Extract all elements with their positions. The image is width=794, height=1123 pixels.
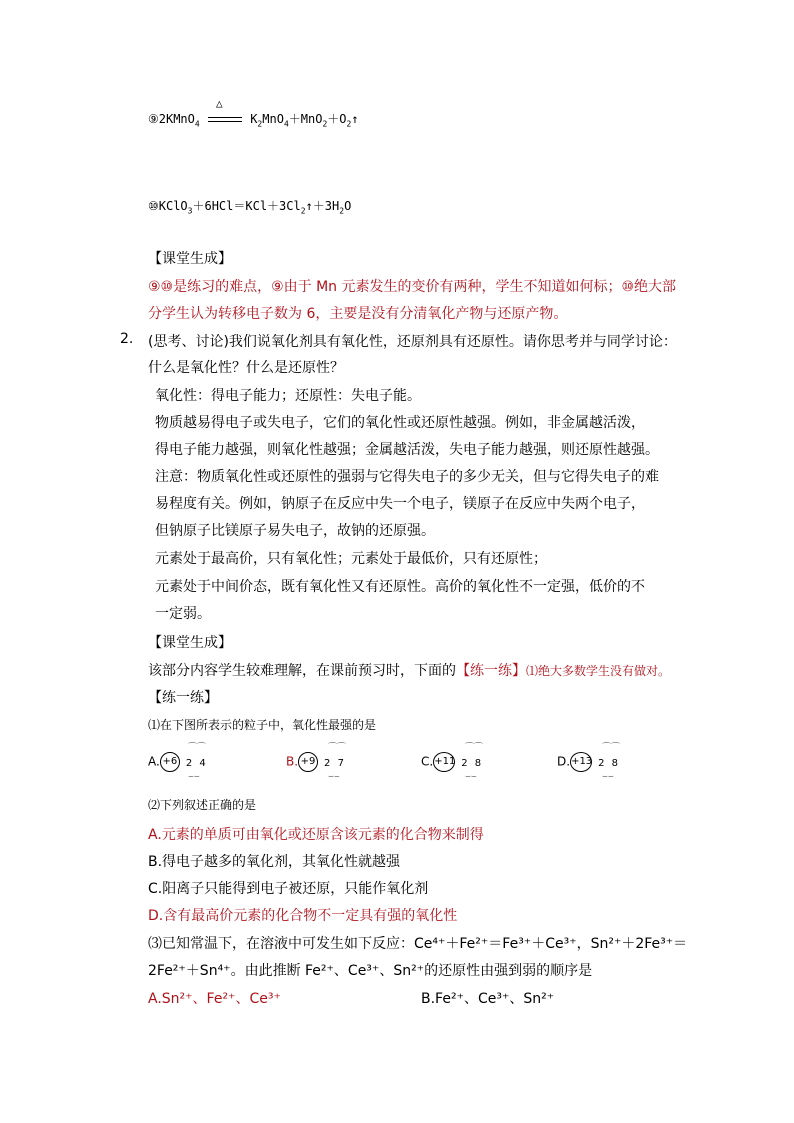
question2-line1: (思考、讨论)我们说氧化剂具有氧化性，还原剂具有还原性。请你思考并与同学讨论： xyxy=(148,334,677,350)
answer-line7: 元素处于最高价，只有氧化性；元素处于最低价，只有还原性； xyxy=(155,551,547,567)
problem2-option-b: B.得电子越多的氧化剂，其氧化性就越强 xyxy=(148,854,401,870)
shell-arcs-c: ⌒⌒ xyxy=(465,743,484,753)
shell-arcs-d: ⌒⌒ xyxy=(602,743,621,753)
shell-arcs-b-bottom: ⌣⌣ xyxy=(328,772,340,782)
eq9-sub: 4 xyxy=(283,119,289,129)
eq9-arrow: ↑ xyxy=(351,112,359,126)
eq9-product: ＋O xyxy=(327,112,347,126)
eq10-sub: 2 xyxy=(339,206,345,216)
eq9-lhs: ⑨2KMnO xyxy=(148,112,195,126)
problem2-option-c: C.阳离子只能得到电子被还原，只能作氧化剂 xyxy=(148,881,429,897)
problem3-option-a: A.Sn²⁺、Fe²⁺、Ce³⁺ xyxy=(148,991,281,1007)
practice-heading: 【练一练】 xyxy=(148,690,218,706)
answer-line9: 一定弱。 xyxy=(155,606,211,622)
problem2-option-d: D.含有最高价元素的化合物不一定具有强的氧化性 xyxy=(148,908,458,924)
section1-para-line2: 分学生认为转移电子数为 6，主要是没有分清氧化产物与还原产物。 xyxy=(148,306,568,322)
option-d-atom xyxy=(557,752,620,772)
section2-para-a: 该部分内容学生较难理解，在课前预习时，下面的 xyxy=(148,663,456,679)
eq10-mid: ＋6HCl＝KCl＋3Cl xyxy=(192,199,301,213)
shell-arcs-b: ⌒⌒ xyxy=(328,743,347,753)
option-b-atom xyxy=(286,752,346,772)
electron-shells: 2 4 xyxy=(185,757,208,769)
problem3-stem-line2: 2Fe²⁺＋Sn⁴⁺。由此推断 Fe²⁺、Ce³⁺、Sn²⁺的还原性由强到弱的顺序是 xyxy=(148,963,593,979)
answer-line6: 但钠原子比镁原子易失电子，故钠的还原强。 xyxy=(155,523,435,539)
eq10-lhs: ⑩KClO xyxy=(148,199,188,213)
electron-shells: 2 8 xyxy=(598,757,620,769)
question2-line2: 什么是氧化性？什么是还原性？ xyxy=(148,360,344,376)
question-number-2: 2. xyxy=(120,331,134,347)
eq10-sub: 2 xyxy=(300,206,306,216)
electron-shells: 2 8 xyxy=(461,757,484,769)
nucleus: +9 xyxy=(298,752,318,772)
problem2-stem: ⑵下列叙述正确的是 xyxy=(148,798,257,812)
section2-para xyxy=(148,660,670,680)
eq9-product: K xyxy=(250,112,258,126)
option-a-atom xyxy=(148,752,208,772)
section2-practice-ref: 【练一练】 xyxy=(456,663,526,679)
eq9-sub: 2 xyxy=(257,119,263,129)
shell-arcs-a-bottom: ⌣⌣ xyxy=(188,772,200,782)
answer-line5: 易程度有关。例如，钠原子在反应中失一个电子，镁原子在反应中失两个电子， xyxy=(155,496,645,512)
equation-9 xyxy=(148,97,359,129)
problem3-option-b: B.Fe²⁺、Ce³⁺、Sn²⁺ xyxy=(421,991,555,1007)
nucleus: +13 xyxy=(570,752,592,772)
eq9-sub: 4 xyxy=(194,119,200,129)
eq9-sub: 2 xyxy=(346,119,352,129)
section1-para-line1: ⑨⑩是练习的难点，⑨由于 Mn 元素发生的变价有两种，学生不知道如何标；⑩绝大部 xyxy=(148,279,677,295)
eq10-rest: ↑＋3H xyxy=(305,199,340,213)
shell-arcs-d-bottom: ⌣⌣ xyxy=(602,772,614,782)
option-letter: A. xyxy=(148,754,160,769)
option-letter: D. xyxy=(557,754,571,769)
eq10-end: O xyxy=(344,199,352,213)
heat-delta-symbol: △ xyxy=(216,97,223,110)
nucleus: +6 xyxy=(160,752,180,772)
option-letter: B. xyxy=(286,754,299,769)
eq9-sub: 2 xyxy=(322,119,328,129)
problem3-stem-line1: ⑶已知常温下，在溶液中可发生如下反应：Ce⁴⁺＋Fe²⁺＝Fe³⁺＋Ce³⁺，Sn²⁺＋2Fe³⁺＝ xyxy=(148,936,688,952)
answer-line3: 得电子能力越强，则氧化性越强；金属越活泼，失电子能力越强，则还原性越强。 xyxy=(155,442,659,458)
shell-arcs-a: ⌒⌒ xyxy=(188,743,207,753)
eq9-product: MnO xyxy=(262,112,284,126)
section-heading-1: 【课堂生成】 xyxy=(148,251,232,267)
answer-line2: 物质越易得电子或失电子，它们的氧化性或还原性越强。例如，非金属越活泼， xyxy=(155,415,645,431)
section-heading-2: 【课堂生成】 xyxy=(148,635,232,651)
reaction-double-line xyxy=(208,117,242,122)
answer-line8: 元素处于中间价态，既有氧化性又有还原性。高价的氧化性不一定强，低价的不 xyxy=(155,579,645,595)
problem2-option-a: A.元素的单质可由氧化或还原含该元素的化合物来制得 xyxy=(148,827,484,843)
shell-arcs-c-bottom: ⌣⌣ xyxy=(465,772,477,782)
option-c-atom xyxy=(421,752,483,772)
answer-line1: 氧化性：得电子能力；还原性：失电子能。 xyxy=(155,388,421,404)
nucleus: +11 xyxy=(433,752,455,772)
problem1-stem: ⑴在下图所表示的粒子中，氧化性最强的是 xyxy=(148,718,377,732)
eq9-product: ＋MnO xyxy=(288,112,323,126)
section2-para-c: ⑴绝大多数学生没有做对。 xyxy=(526,664,671,678)
eq10-sub: 3 xyxy=(187,206,193,216)
electron-shells: 2 7 xyxy=(324,757,346,769)
option-letter: C. xyxy=(421,754,434,769)
equation-10 xyxy=(148,197,351,215)
answer-line4: 注意：物质氧化性或还原性的强弱与它得失电子的多少无关，但与它得失电子的难 xyxy=(155,469,659,485)
